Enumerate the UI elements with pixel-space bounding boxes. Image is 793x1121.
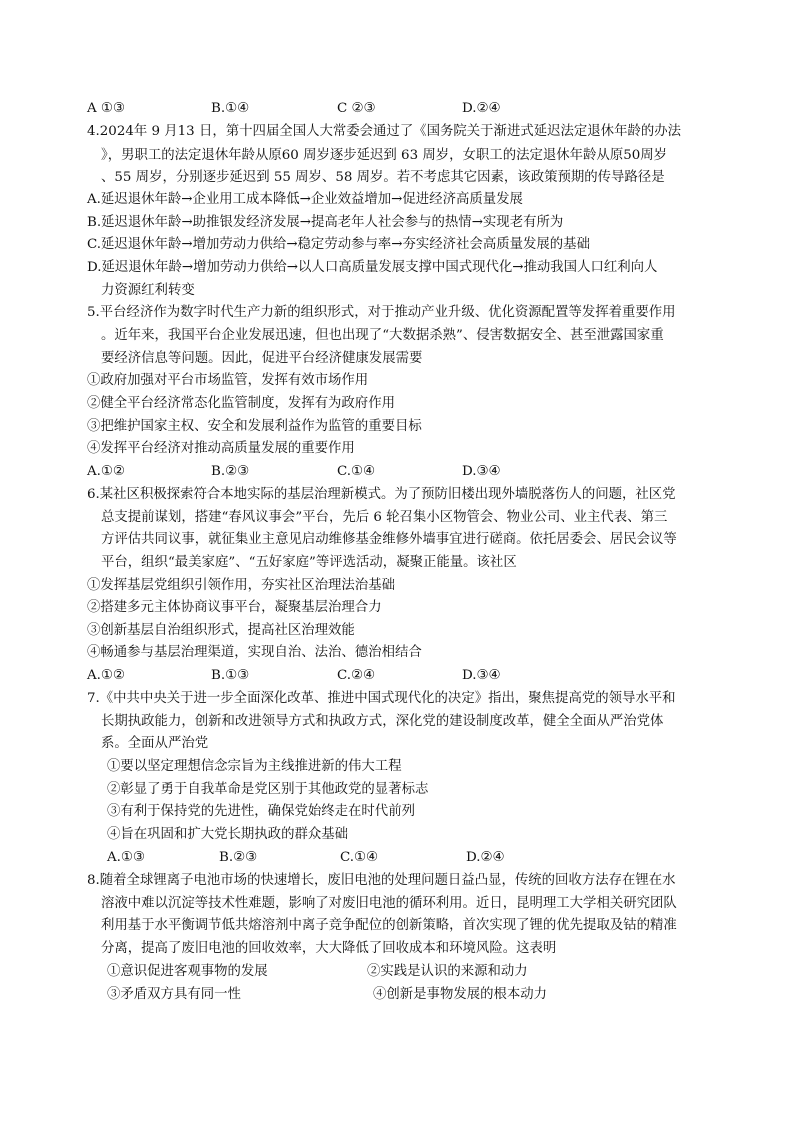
q5-option-c: C.①④ (337, 464, 376, 479)
q7-item: ①要以坚定理想信念宗旨为主线推进新的伟大工程 (107, 759, 402, 774)
q6-item: ③创新基层自治组织形式，提高社区治理效能 (87, 623, 355, 638)
q7-item: ④旨在巩固和扩大党长期执政的群众基础 (107, 827, 349, 842)
q7-option-a: A.①③ (107, 850, 145, 865)
q5-stem-line: 。近年来，我国平台企业发展迅速，但也出现了“大数据杀熟”、侵害数据安全、甚至泄露国家重 (101, 328, 664, 343)
q8-item: ①意识促进客观事物的发展 (107, 964, 268, 979)
q8-stem-line: 分离，提高了废旧电池的回收效率，大大降低了回收成本和环境风险。这表明 (101, 941, 557, 956)
q7-stem-line: 长期执政能力，创新和改进领导方式和执政方式，深化党的建设制度改革，健全全面从严治党体 (101, 714, 664, 729)
q6-stem-line: 方评估共同议事，就征集业主意见启动维修基金维修外墙事宜进行磋商。依托居委会、居民会议等 (101, 532, 677, 547)
q6-option-d: D.③④ (462, 668, 501, 683)
q5-stem-line: 5.平台经济作为数字时代生产力新的组织形式，对于推动产业升级、优化资源配置等发挥着重要作用 (87, 305, 676, 320)
q6-stem-line: 平台，组织“最美家庭”、“五好家庭”等评选活动，凝聚正能量。该社区 (101, 555, 517, 570)
q6-option-b: B.①③ (211, 668, 250, 683)
q4-stem-line: 、55 周岁，分别逐步延迟到 55 周岁、58 周岁。若不考虑其它因素，该政策预期的传导路径是 (101, 170, 665, 185)
q5-option-a: A.①② (87, 464, 125, 479)
q5-item: ④发挥平台经济对推动高质量发展的重要作用 (87, 441, 355, 456)
q4-choice-a: A.延迟退休年龄→企业用工成本降低→企业效益增加→促进经济高质量发展 (87, 192, 523, 207)
q3-option-c: C ②③ (337, 101, 376, 116)
q6-item: ①发挥基层党组织引领作用，夯实社区治理法治基础 (87, 578, 395, 593)
q5-stem-line: 要经济信息等问题。因此，促进平台经济健康发展需要 (101, 351, 423, 366)
q7-option-d: D.②④ (466, 850, 505, 865)
q5-item: ②健全平台经济常态化监管制度，发挥有为政府作用 (87, 396, 395, 411)
q6-option-c: C.②④ (337, 668, 376, 683)
q7-stem-line: 系。全面从严治党 (101, 736, 209, 751)
q4-choice-b: B.延迟退休年龄→助推银发经济发展→提高老年人社会参与的热情→实现老有所为 (87, 215, 564, 230)
q7-stem-line: 7.《中共中央关于进一步全面深化改革、推进中国式现代化的决定》指出，聚焦提高党的领导水平和 (87, 691, 676, 706)
q5-item: ③把维护国家主权、安全和发展利益作为监管的重要目标 (87, 419, 422, 434)
q3-option-a: A ①③ (87, 101, 125, 116)
q4-choice-d-cont: 力资源红利转变 (101, 283, 195, 298)
q5-option-d: D.③④ (462, 464, 501, 479)
q8-stem-line: 溶液中难以沉淀等技术性难题，影响了对废旧电池的循环利用。近日，昆明理工大学相关研究团队 (101, 896, 677, 911)
q7-option-b: B.②③ (219, 850, 258, 865)
q5-item: ①政府加强对平台市场监管，发挥有效市场作用 (87, 373, 369, 388)
q8-item: ③矛盾双方具有同一性 (107, 987, 241, 1002)
q7-item: ②彰显了勇于自我革命是党区别于其他政党的显著标志 (107, 782, 429, 797)
q6-option-a: A.①② (87, 668, 125, 683)
q8-stem-line: 8.随着全球锂离子电池市场的快速增长，废旧电池的处理问题日益凸显，传统的回收方法存在锂在水 (87, 873, 676, 888)
q4-stem-line: 》，男职工的法定退休年龄从原60 周岁逐步延迟到 63 周岁，女职工的法定退休年龄从原50周岁 (101, 148, 668, 163)
q8-item: ②实践是认识的来源和动力 (367, 964, 528, 979)
q4-stem-line: 4.2024年 9 月13 日，第十四届全国人大常委会通过了《国务院关于渐进式延迟法定退休年龄的办法 (87, 124, 682, 139)
q5-option-b: B.②③ (211, 464, 250, 479)
q6-stem-line: 总支提前谋划，搭建“春风议事会”平台，先后 6 轮召集小区物管会、物业公司、业主代表、第三 (101, 510, 668, 525)
q3-option-d: D.②④ (462, 101, 501, 116)
q4-choice-d: D.延迟退休年龄→增加劳动力供给→以人口高质量发展支撑中国式现代化→推动我国人口红利向人 (87, 260, 658, 275)
q6-stem-line: 6.某社区积极探索符合本地实际的基层治理新模式。为了预防旧楼出现外墙脱落伤人的问题，社区党 (87, 487, 676, 502)
q7-item: ③有利于保持党的先进性，确保党始终走在时代前列 (107, 804, 415, 819)
q8-stem-line: 利用基于水平衡调节低共熔溶剂中离子竞争配位的创新策略，首次实现了锂的优先提取及钴的精准 (101, 918, 677, 933)
q3-option-b: B.①④ (211, 101, 250, 116)
q4-choice-c: C.延迟退休年龄→增加劳动力供给→稳定劳动参与率→夯实经济社会高质量发展的基础 (87, 237, 590, 252)
q7-option-c: C.①④ (340, 850, 379, 865)
q6-item: ②搭建多元主体协商议事平台，凝聚基层治理合力 (87, 600, 382, 615)
q6-item: ④畅通参与基层治理渠道，实现自治、法治、德治相结合 (87, 645, 422, 660)
q8-item: ④创新是事物发展的根本动力 (373, 987, 548, 1002)
